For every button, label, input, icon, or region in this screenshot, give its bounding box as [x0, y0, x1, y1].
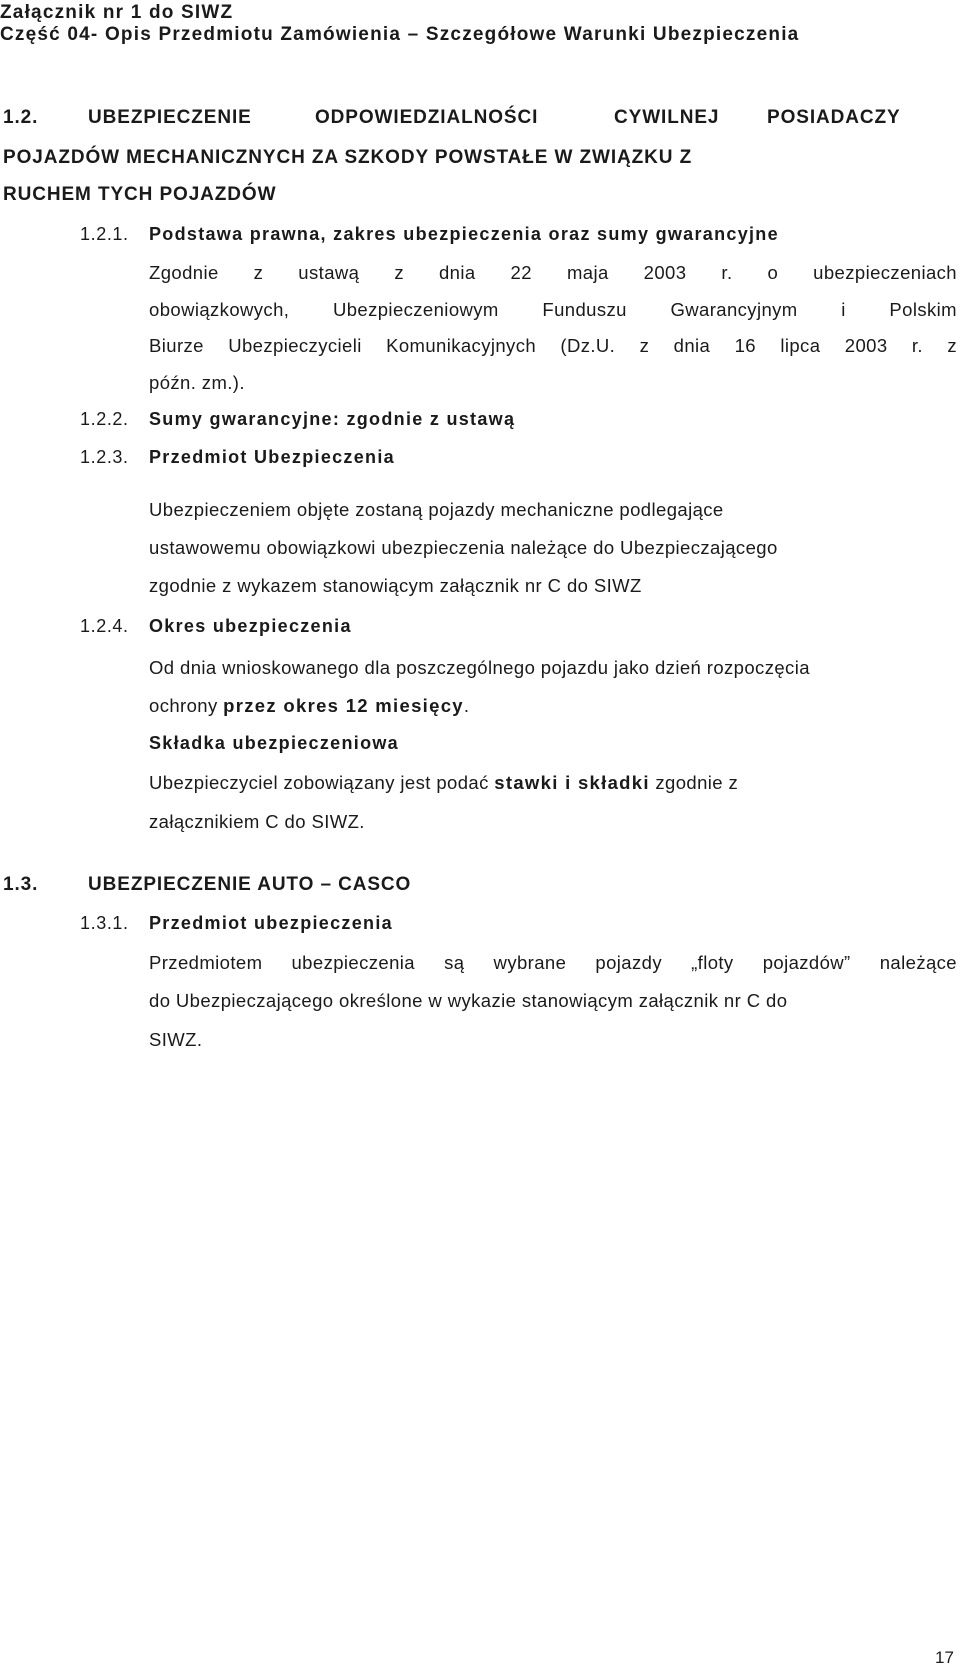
subsection-1-2-4-text-line-2-end: .: [463, 695, 470, 716]
subsection-1-3-1-heading: Przedmiot ubezpieczenia: [149, 913, 393, 933]
header-line-1: Załącznik nr 1 do SIWZ: [0, 2, 234, 23]
premium-heading: Składka ubezpieczeniowa: [149, 733, 399, 753]
rates-and-premiums: stawki i składki: [494, 772, 650, 793]
insurance-period: przez okres 12 miesięcy: [223, 695, 464, 716]
subsection-1-2-4-text-line-1: Od dnia wnioskowanego dla poszczególnego pojazdu jako dzień rozpoczęcia: [149, 657, 810, 678]
subsection-1-3-1-text-line-1: Przedmiotem ubezpieczenia są wybrane pojazdy „floty pojazdów” należące: [149, 952, 957, 973]
subsection-1-2-1-text-line-3: Biurze Ubezpieczycieli Komunikacyjnych (Dz.U. z dnia 16 lipca 2003 r. z: [149, 335, 957, 356]
subsection-1-2-2-heading: Sumy gwarancyjne: zgodnie z ustawą: [149, 409, 516, 429]
subsection-1-2-2-number: 1.2.2.: [80, 409, 129, 429]
section-1-2-title-line-2: POJAZDÓW MECHANICZNYCH ZA SZKODY POWSTAŁE W ZWIĄZKU Z: [3, 147, 693, 168]
subsection-1-3-1-text-line-3: SIWZ.: [149, 1029, 203, 1050]
subsection-1-2-3-heading: Przedmiot Ubezpieczenia: [149, 447, 395, 467]
section-1-2-title-word-4: POSIADACZY: [767, 107, 901, 128]
premium-text-line-1-end: zgodnie z: [649, 772, 739, 793]
subsection-1-2-4-text-line-2-start: ochrony: [149, 695, 224, 716]
section-1-2-title-line-3: RUCHEM TYCH POJAZDÓW: [3, 184, 277, 205]
subsection-1-2-3-number: 1.2.3.: [80, 447, 129, 467]
subsection-1-3-1-number: 1.3.1.: [80, 913, 129, 933]
subsection-1-2-1-text-line-1: Zgodnie z ustawą z dnia 22 maja 2003 r. o ubezpieczeniach: [149, 262, 957, 283]
subsection-1-2-4-number: 1.2.4.: [80, 616, 129, 636]
section-1-2-title-word-3: CYWILNEJ: [614, 107, 720, 128]
subsection-1-2-1-number: 1.2.1.: [80, 224, 129, 244]
subsection-1-3-1-text-line-2: do Ubezpieczającego określone w wykazie stanowiącym załącznik nr C do: [149, 990, 788, 1011]
section-1-3-number: 1.3.: [3, 874, 39, 895]
header-line-2: Część 04- Opis Przedmiotu Zamówienia – Szczegółowe Warunki Ubezpieczenia: [0, 24, 800, 45]
section-1-2-number: 1.2.: [3, 107, 39, 128]
subsection-1-2-1-text-line-4: późn. zm.).: [149, 372, 245, 393]
section-1-2-title-word-2: ODPOWIEDZIALNOŚCI: [315, 107, 539, 128]
subsection-1-2-3-text-line-2: ustawowemu obowiązkowi ubezpieczenia należące do Ubezpieczającego: [149, 537, 778, 558]
premium-text-line-1: [149, 772, 738, 794]
subsection-1-2-3-text-line-3: zgodnie z wykazem stanowiącym załącznik nr C do SIWZ: [149, 575, 642, 596]
subsection-1-2-4-text-line-2: [149, 695, 469, 717]
section-1-3-title: UBEZPIECZENIE AUTO – CASCO: [88, 874, 412, 895]
page-number: 17: [935, 1648, 954, 1667]
subsection-1-2-3-text-line-1: Ubezpieczeniem objęte zostaną pojazdy mechaniczne podlegające: [149, 499, 724, 520]
section-1-2-title-word-1: UBEZPIECZENIE: [88, 107, 252, 128]
premium-text-line-1-start: Ubezpieczyciel zobowiązany jest podać: [149, 772, 495, 793]
subsection-1-2-1-text-line-2: obowiązkowych, Ubezpieczeniowym Funduszu Gwarancyjnym i Polskim: [149, 299, 957, 320]
subsection-1-2-4-heading: Okres ubezpieczenia: [149, 616, 352, 636]
subsection-1-2-1-heading: Podstawa prawna, zakres ubezpieczenia oraz sumy gwarancyjne: [149, 224, 779, 244]
premium-text-line-2: załącznikiem C do SIWZ.: [149, 811, 365, 832]
